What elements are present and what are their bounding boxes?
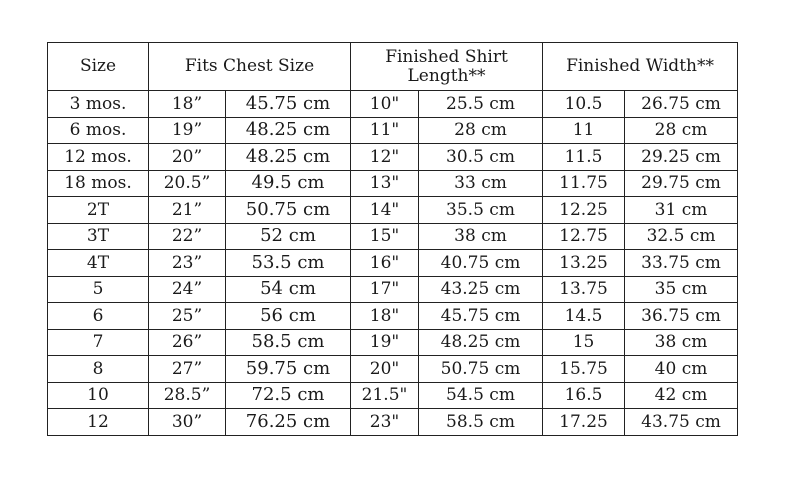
cell-width-cm: 43.75 cm [625, 409, 738, 436]
header-length-line1: Finished Shirt [385, 46, 508, 67]
cell-size: 6 mos. [48, 117, 149, 144]
header-row [48, 43, 738, 91]
cell-chest-in: 22” [149, 223, 226, 250]
size-chart-table [47, 42, 738, 436]
table-row [48, 382, 738, 409]
header-chest: Fits Chest Size [149, 43, 351, 91]
cell-length-in: 23" [351, 409, 419, 436]
cell-chest-cm: 72.5 cm [226, 382, 351, 409]
cell-length-cm: 28 cm [419, 117, 543, 144]
cell-width-cm: 40 cm [625, 356, 738, 383]
cell-chest-in: 25” [149, 303, 226, 330]
cell-width-cm: 38 cm [625, 329, 738, 356]
cell-chest-in: 27” [149, 356, 226, 383]
cell-length-in: 16" [351, 250, 419, 277]
cell-width-cm: 29.75 cm [625, 170, 738, 197]
cell-length-in: 11" [351, 117, 419, 144]
header-length-line2: Length** [407, 65, 486, 86]
cell-width-cm: 36.75 cm [625, 303, 738, 330]
cell-width-cm: 31 cm [625, 197, 738, 224]
table-row [48, 144, 738, 171]
cell-length-cm: 54.5 cm [419, 382, 543, 409]
cell-length-cm: 48.25 cm [419, 329, 543, 356]
cell-size: 7 [48, 329, 149, 356]
header-length [351, 43, 543, 91]
table-row [48, 409, 738, 436]
cell-chest-cm: 48.25 cm [226, 117, 351, 144]
cell-chest-cm: 50.75 cm [226, 197, 351, 224]
cell-size: 18 mos. [48, 170, 149, 197]
table-row [48, 276, 738, 303]
table-row [48, 197, 738, 224]
cell-width-cm: 42 cm [625, 382, 738, 409]
cell-chest-in: 30” [149, 409, 226, 436]
cell-length-in: 15" [351, 223, 419, 250]
cell-width-cm: 32.5 cm [625, 223, 738, 250]
cell-chest-cm: 59.75 cm [226, 356, 351, 383]
cell-chest-in: 26” [149, 329, 226, 356]
table-row [48, 117, 738, 144]
header-width: Finished Width** [543, 43, 738, 91]
cell-width-cm: 29.25 cm [625, 144, 738, 171]
cell-chest-in: 28.5” [149, 382, 226, 409]
cell-chest-in: 23” [149, 250, 226, 277]
table-row [48, 303, 738, 330]
cell-chest-in: 24” [149, 276, 226, 303]
header-size: Size [48, 43, 149, 91]
cell-chest-cm: 53.5 cm [226, 250, 351, 277]
cell-length-in: 21.5" [351, 382, 419, 409]
cell-length-in: 12" [351, 144, 419, 171]
table-row [48, 223, 738, 250]
table-row [48, 356, 738, 383]
cell-width-in: 13.75 [543, 276, 625, 303]
cell-width-cm: 28 cm [625, 117, 738, 144]
cell-chest-cm: 48.25 cm [226, 144, 351, 171]
cell-width-in: 16.5 [543, 382, 625, 409]
cell-size: 4T [48, 250, 149, 277]
cell-size: 3T [48, 223, 149, 250]
cell-size: 10 [48, 382, 149, 409]
cell-length-cm: 45.75 cm [419, 303, 543, 330]
cell-length-in: 20" [351, 356, 419, 383]
cell-length-cm: 58.5 cm [419, 409, 543, 436]
cell-length-in: 14" [351, 197, 419, 224]
cell-width-cm: 33.75 cm [625, 250, 738, 277]
table-row [48, 250, 738, 277]
cell-chest-in: 21” [149, 197, 226, 224]
cell-width-in: 12.75 [543, 223, 625, 250]
table-row [48, 91, 738, 118]
cell-length-cm: 50.75 cm [419, 356, 543, 383]
table-row [48, 329, 738, 356]
cell-width-in: 11.5 [543, 144, 625, 171]
cell-length-in: 18" [351, 303, 419, 330]
cell-size: 12 mos. [48, 144, 149, 171]
cell-length-cm: 25.5 cm [419, 91, 543, 118]
cell-length-in: 17" [351, 276, 419, 303]
cell-width-cm: 35 cm [625, 276, 738, 303]
cell-chest-cm: 58.5 cm [226, 329, 351, 356]
cell-length-cm: 38 cm [419, 223, 543, 250]
cell-chest-cm: 76.25 cm [226, 409, 351, 436]
cell-length-in: 13" [351, 170, 419, 197]
cell-size: 12 [48, 409, 149, 436]
cell-length-cm: 35.5 cm [419, 197, 543, 224]
header-length-text [385, 48, 508, 86]
cell-size: 6 [48, 303, 149, 330]
cell-width-in: 14.5 [543, 303, 625, 330]
cell-chest-cm: 45.75 cm [226, 91, 351, 118]
cell-width-in: 11 [543, 117, 625, 144]
cell-width-in: 17.25 [543, 409, 625, 436]
table-body [48, 91, 738, 436]
cell-chest-in: 20” [149, 144, 226, 171]
cell-chest-in: 20.5” [149, 170, 226, 197]
cell-length-cm: 33 cm [419, 170, 543, 197]
cell-width-in: 10.5 [543, 91, 625, 118]
cell-length-cm: 30.5 cm [419, 144, 543, 171]
cell-chest-cm: 52 cm [226, 223, 351, 250]
cell-width-in: 15 [543, 329, 625, 356]
cell-chest-cm: 54 cm [226, 276, 351, 303]
cell-chest-in: 19” [149, 117, 226, 144]
cell-size: 8 [48, 356, 149, 383]
cell-chest-cm: 49.5 cm [226, 170, 351, 197]
cell-size: 5 [48, 276, 149, 303]
cell-length-cm: 43.25 cm [419, 276, 543, 303]
cell-width-in: 15.75 [543, 356, 625, 383]
cell-size: 2T [48, 197, 149, 224]
cell-width-in: 12.25 [543, 197, 625, 224]
cell-size: 3 mos. [48, 91, 149, 118]
table-row [48, 170, 738, 197]
cell-length-cm: 40.75 cm [419, 250, 543, 277]
cell-length-in: 19" [351, 329, 419, 356]
cell-chest-cm: 56 cm [226, 303, 351, 330]
cell-width-in: 11.75 [543, 170, 625, 197]
cell-length-in: 10" [351, 91, 419, 118]
cell-chest-in: 18” [149, 91, 226, 118]
cell-width-cm: 26.75 cm [625, 91, 738, 118]
cell-width-in: 13.25 [543, 250, 625, 277]
size-chart [47, 42, 737, 436]
